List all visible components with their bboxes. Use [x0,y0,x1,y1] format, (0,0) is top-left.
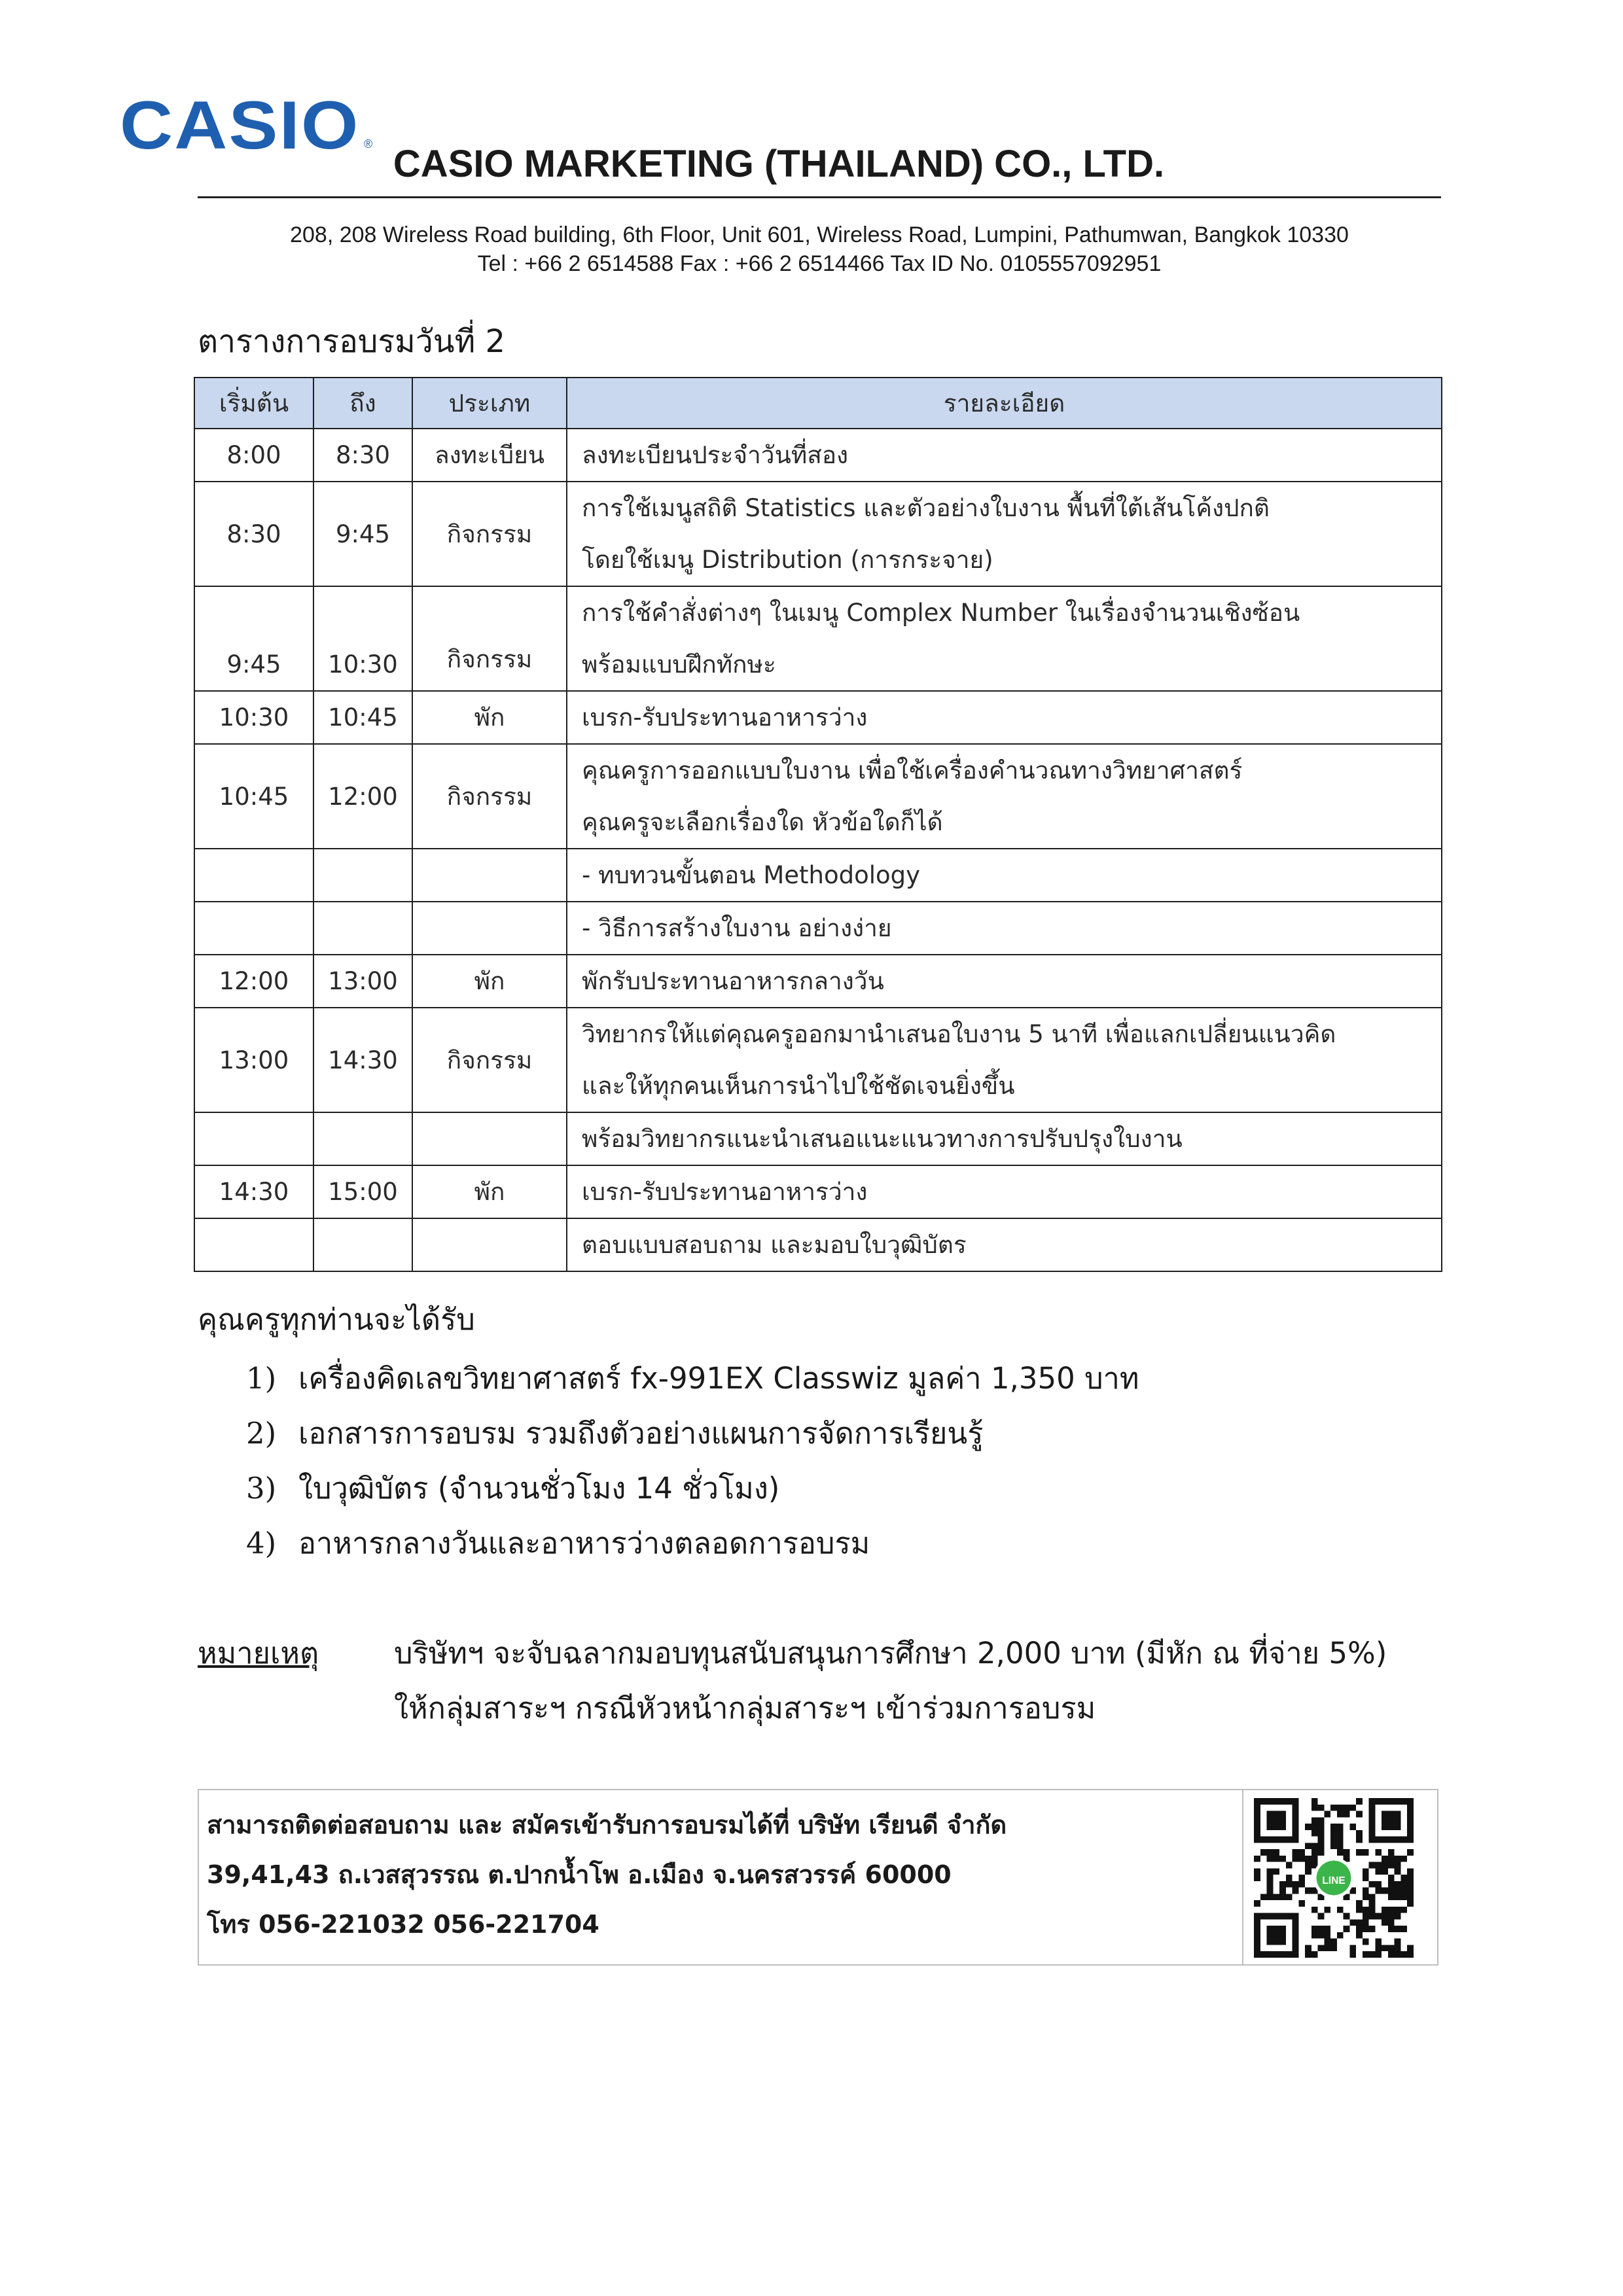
end-time-cell [313,849,412,902]
benefit-text: อาหารกลางวันและอาหารว่างตลอดการอบรม [298,1526,870,1561]
table-row [194,1218,1442,1271]
company-contact-numbers: Tel : +66 2 6514588 Fax : +66 2 6514466 Tax ID No. 0105557092951 [477,251,1162,276]
detail-cell [567,691,1442,744]
note-line: ให้กลุ่มสาระฯ กรณีหัวหน้ากลุ่มสาระฯ เข้าร่วมการอบรม [394,1691,1096,1725]
end-time-cell: 14:30 [313,1008,412,1112]
type-cell: กิจกรรม [412,744,567,849]
start-time-cell: 14:30 [194,1165,313,1218]
benefits-heading: คุณครูทุกท่านจะได้รับ [198,1302,475,1337]
benefit-item [246,1471,780,1506]
detail-line: วิทยากรให้แต่คุณครูออกมานำเสนอใบงาน 5 นาที เพื่อแลกเปลี่ยนแนวคิด [582,1020,1336,1048]
detail-cell [567,586,1442,691]
contact-address: 39,41,43 ถ.เวสสุวรรณ ต.ปากน้ำโพ อ.เมือง จ.นครสวรรค์ 60000 [207,1860,952,1889]
contact-line: สามารถติดต่อสอบถาม และ สมัครเข้ารับการอบรมได้ที่ บริษัท เรียนดี จำกัด [207,1810,1007,1839]
table-row [194,1008,1442,1112]
start-time-cell: 10:45 [194,744,313,849]
start-time-cell: 9:45 [194,586,313,691]
detail-line: พักรับประทานอาหารกลางวัน [582,967,884,995]
type-cell: ลงทะเบียน [412,429,567,482]
detail-line: และให้ทุกคนเห็นการนำไปใช้ชัดเจนยิ่งขึ้น [582,1072,1015,1100]
type-cell [412,1218,567,1271]
schedule-title: ตารางการอบรมวันที่ 2 [198,323,506,360]
start-time-cell: 13:00 [194,1008,313,1112]
type-cell: พัก [412,691,567,744]
column-header-type: ประเภท [412,378,567,429]
schedule-table [194,377,1442,1272]
end-time-cell: 15:00 [313,1165,412,1218]
type-cell: กิจกรรม [412,1008,567,1112]
column-header-start: เริ่มต้น [194,378,313,429]
start-time-cell [194,1218,313,1271]
table-row [194,902,1442,955]
line-qr-code-icon [1254,1798,1414,1958]
detail-cell [567,744,1442,849]
detail-line: การใช้เมนูสถิติ Statistics และตัวอย่างใบงาน พื้นที่ใต้เส้นโค้งปกติ [582,494,1270,522]
detail-line: พร้อมแบบฝึกทักษะ [582,650,776,679]
detail-line: โดยใช้เมนู Distribution (การกระจาย) [582,546,993,574]
start-time-cell: 8:00 [194,429,313,482]
benefit-item [246,1416,984,1451]
casio-logo: CASIO [120,88,360,164]
start-time-cell: 8:30 [194,482,313,586]
end-time-cell: 8:30 [313,429,412,482]
benefit-number: 3) [246,1471,277,1506]
table-row [194,482,1442,586]
end-time-cell [313,1112,412,1165]
end-time-cell: 10:45 [313,691,412,744]
start-time-cell: 10:30 [194,691,313,744]
end-time-cell [313,902,412,955]
benefit-number: 2) [246,1416,277,1451]
start-time-cell [194,849,313,902]
detail-cell [567,1008,1442,1112]
detail-line: ลงทะเบียนประจำวันที่สอง [582,441,849,469]
type-cell [412,849,567,902]
type-cell: พัก [412,1165,567,1218]
benefit-text: ใบวุฒิบัตร (จำนวนชั่วโมง 14 ชั่วโมง) [298,1471,780,1506]
detail-cell [567,429,1442,482]
benefit-number: 4) [246,1526,277,1561]
end-time-cell: 9:45 [313,482,412,586]
detail-line: เบรก-รับประทานอาหารว่าง [582,1178,868,1206]
note-label: หมายเหตุ [198,1636,319,1670]
end-time-cell: 13:00 [313,955,412,1008]
table-row [194,849,1442,902]
detail-cell [567,1218,1442,1271]
benefit-item [246,1526,870,1561]
company-address: 208, 208 Wireless Road building, 6th Floor, Unit 601, Wireless Road, Lumpini, Pathumwan, Bangkok 10330 [290,222,1349,247]
type-cell [412,902,567,955]
detail-cell [567,1165,1442,1218]
detail-cell [567,849,1442,902]
detail-cell [567,955,1442,1008]
type-cell: กิจกรรม [412,586,567,691]
contact-divider [1242,1790,1243,1964]
table-row [194,586,1442,691]
note-line: บริษัทฯ จะจับฉลากมอบทุนสนับสนุนการศึกษา 2,000 บาท (มีหัก ณ ที่จ่าย 5%) [394,1636,1387,1670]
end-time-cell: 10:30 [313,586,412,691]
line-badge-text: LINE [1322,1875,1346,1886]
type-cell: พัก [412,955,567,1008]
detail-line: พร้อมวิทยากรแนะนำเสนอแนะแนวทางการปรับปรุงใบงาน [582,1125,1183,1153]
detail-cell [567,902,1442,955]
detail-line: - ทบทวนขั้นตอน Methodology [582,861,921,889]
end-time-cell: 12:00 [313,744,412,849]
detail-cell [567,1112,1442,1165]
table-row [194,429,1442,482]
detail-line: คุณครูการออกแบบใบงาน เพื่อใช้เครื่องคำนวณทางวิทยาศาสตร์ [582,756,1243,785]
benefit-text: เอกสารการอบรม รวมถึงตัวอย่างแผนการจัดการเรียนรู้ [298,1416,984,1451]
table-row [194,744,1442,849]
type-cell: กิจกรรม [412,482,567,586]
table-row [194,1112,1442,1165]
benefit-item [246,1361,1139,1396]
benefit-text: เครื่องคิดเลขวิทยาศาสตร์ fx-991EX Classwiz มูลค่า 1,350 บาท [298,1361,1139,1396]
registered-mark: ® [364,137,373,150]
table-row [194,691,1442,744]
detail-line: ตอบแบบสอบถาม และมอบใบวุฒิบัตร [582,1231,967,1259]
table-row [194,955,1442,1008]
type-cell [412,1112,567,1165]
start-time-cell: 12:00 [194,955,313,1008]
detail-line: - วิธีการสร้างใบงาน อย่างง่าย [582,914,892,942]
column-header-detail: รายละเอียด [567,378,1442,429]
table-header-row [194,378,1442,429]
detail-line: การใช้คำสั่งต่างๆ ในเมนู Complex Number ในเรื่องจำนวนเชิงซ้อน [582,599,1300,627]
detail-cell [567,482,1442,586]
contact-phone: โทร 056-221032 056-221704 [207,1910,599,1939]
column-header-end: ถึง [313,378,412,429]
start-time-cell [194,1112,313,1165]
table-row [194,1165,1442,1218]
start-time-cell [194,902,313,955]
header-divider [198,196,1441,198]
end-time-cell [313,1218,412,1271]
company-name: CASIO MARKETING (THAILAND) CO., LTD. [393,143,1165,185]
detail-line: คุณครูจะเลือกเรื่องใด หัวข้อใดก็ได้ [582,808,943,836]
detail-line: เบรก-รับประทานอาหารว่าง [582,703,868,732]
benefit-number: 1) [246,1361,277,1396]
